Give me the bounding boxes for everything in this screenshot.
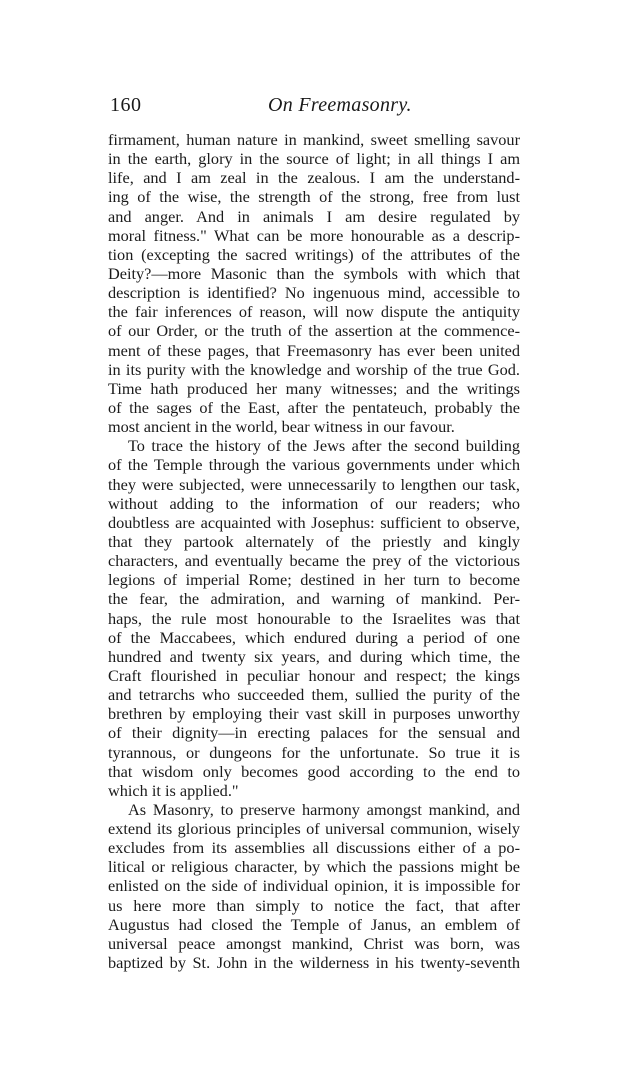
text-line: description is identified? No ingenuous mind, accessible to — [108, 283, 520, 303]
running-head — [110, 94, 520, 124]
page-number: 160 — [110, 94, 142, 116]
body-text — [108, 130, 520, 972]
text-line: they were subjected, were unnecessarily to lengthen our task, — [108, 474, 520, 494]
text-line: brethren by employing their vast skill in purposes unworthy — [108, 704, 520, 724]
text-line: excludes from its assemblies all discussions either of a po- — [108, 838, 520, 858]
text-line: tion (excepting the sacred writings) of the attributes of the — [108, 244, 520, 264]
text-line: the fear, the admiration, and warning of mankind. Per- — [108, 589, 520, 609]
text-line: and tetrarchs who succeeded them, sullied the purity of the — [108, 685, 520, 705]
text-line: extend its glorious principles of universal communion, wisely — [108, 819, 520, 839]
text-line: Time hath produced her many witnesses; and the writings — [108, 378, 520, 398]
text-line: life, and I am zeal in the zealous. I am the understand- — [108, 168, 520, 188]
text-line: that wisdom only becomes good according to the end to — [108, 761, 520, 781]
text-line: the fair inferences of reason, will now dispute the antiquity — [108, 302, 520, 322]
text-line: hundred and twenty six years, and during which time, the — [108, 646, 520, 666]
text-line: ment of these pages, that Freemasonry has ever been united — [108, 340, 520, 360]
text-line: characters, and eventually became the prey of the victorious — [108, 551, 520, 571]
text-line: firmament, human nature in mankind, sweet smelling savour — [108, 130, 520, 149]
text-line: most ancient in the world, bear witness in our favour. — [108, 417, 455, 437]
paragraph-first-line: As Masonry, to preserve harmony amongst mankind, and — [128, 799, 520, 819]
text-line: of their dignity—in erecting palaces for the sensual and — [108, 723, 520, 743]
text-line: moral fitness." What can be more honourable as a descrip- — [108, 225, 520, 245]
text-line: legions of imperial Rome; destined in her turn to become — [108, 570, 520, 590]
text-line: in the earth, glory in the source of light; in all things I am — [108, 149, 520, 169]
text-line: ing of the wise, the strength of the strong, free from lust — [108, 187, 520, 207]
text-line: of our Order, or the truth of the assertion at the commence- — [108, 321, 520, 341]
text-line: enlisted on the side of individual opinion, it is impossible for — [108, 876, 520, 896]
text-line: of the sages of the East, after the pentateuch, probably the — [108, 397, 520, 417]
text-line: universal peace amongst mankind, Christ was born, was — [108, 933, 520, 953]
paragraph-first-line: To trace the history of the Jews after the second building — [128, 436, 520, 456]
text-line: us here more than simply to notice the fact, that after — [108, 895, 520, 915]
text-line: that they partook alternately of the priestly and kingly — [108, 531, 520, 551]
text-line: tyrannous, or dungeons for the unfortunate. So true it is — [108, 742, 520, 762]
text-line: of the Temple through the various governments under which — [108, 455, 520, 475]
text-line: without adding to the information of our readers; who — [108, 493, 520, 513]
text-line: which it is applied." — [108, 780, 239, 800]
text-line: Augustus had closed the Temple of Janus, an emblem of — [108, 914, 520, 934]
text-line: litical or religious character, by which the passions might be — [108, 857, 520, 877]
text-line: haps, the rule most honourable to the Israelites was that — [108, 608, 520, 628]
text-line: baptized by St. John in the wilderness in his twenty-seventh — [108, 953, 520, 973]
text-line: in its purity with the knowledge and worship of the true God. — [108, 359, 520, 379]
running-title: On Freemasonry. — [268, 94, 412, 116]
text-line: doubtless are acquainted with Josephus: sufficient to observe, — [108, 512, 520, 532]
text-line: of the Maccabees, which endured during a period of one — [108, 627, 520, 647]
text-line: Deity?—more Masonic than the symbols with which that — [108, 263, 520, 283]
text-line: Craft flourished in peculiar honour and respect; the kings — [108, 665, 520, 685]
text-line: and anger. And in animals I am desire regulated by — [108, 206, 520, 226]
